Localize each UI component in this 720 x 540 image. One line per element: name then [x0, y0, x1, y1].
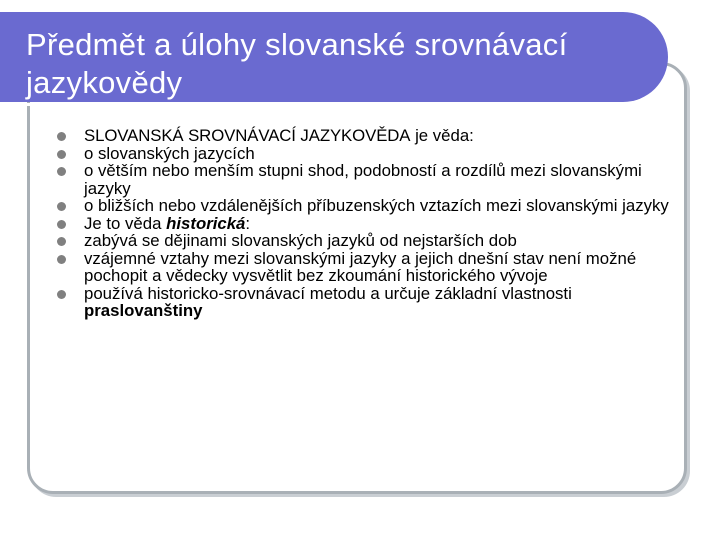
list-item — [54, 250, 674, 285]
list-item — [54, 127, 674, 145]
title-banner — [0, 12, 668, 102]
item-text: používá historicko-srovnávací metodu a určuje základní vlastnosti — [84, 283, 572, 303]
bullet-icon — [57, 132, 66, 141]
bullet-icon — [57, 167, 66, 176]
emphasis-text: historická — [166, 213, 246, 233]
list-item — [54, 232, 674, 250]
bullet-icon — [57, 290, 66, 299]
bullet-icon — [57, 237, 66, 246]
bullet-list — [54, 127, 674, 320]
bullet-icon — [57, 150, 66, 159]
slide-title: Předmět a úlohy slovanské srovnávací jazykovědy — [26, 27, 568, 100]
item-text: vzájemné vztahy mezi slovanskými jazyky a jejich dnešní stav není možné pochopit a vědecky vysvětlit bez zkoumání historického vývoje — [84, 248, 637, 285]
list-item — [54, 285, 674, 320]
item-text: o slovanských jazycích — [84, 143, 255, 163]
list-item — [54, 197, 674, 215]
bullet-icon — [57, 202, 66, 211]
item-text: je věda: — [410, 126, 474, 145]
item-text: Je to věda — [84, 213, 167, 233]
list-item — [54, 215, 674, 233]
bullet-icon — [57, 255, 66, 264]
list-item — [54, 162, 674, 197]
item-text: : — [245, 213, 251, 233]
item-text: zabývá se dějinami slovanských jazyků od nejstarších dob — [84, 231, 517, 250]
emphasis-text: praslovanštiny — [84, 301, 203, 320]
bullet-icon — [57, 220, 66, 229]
item-text: SLOVANSKÁ SROVNÁVACÍ JAZYKOVĚDA — [84, 126, 411, 145]
list-item — [54, 145, 674, 163]
item-text: o větším nebo menším stupni shod, podobností a rozdílů mezi slovanskými jazyky — [84, 161, 642, 198]
item-text: o bližších nebo vzdálenějších příbuzenských vztazích mezi slovanskými jazyky — [84, 196, 669, 215]
title-underline — [0, 103, 636, 106]
